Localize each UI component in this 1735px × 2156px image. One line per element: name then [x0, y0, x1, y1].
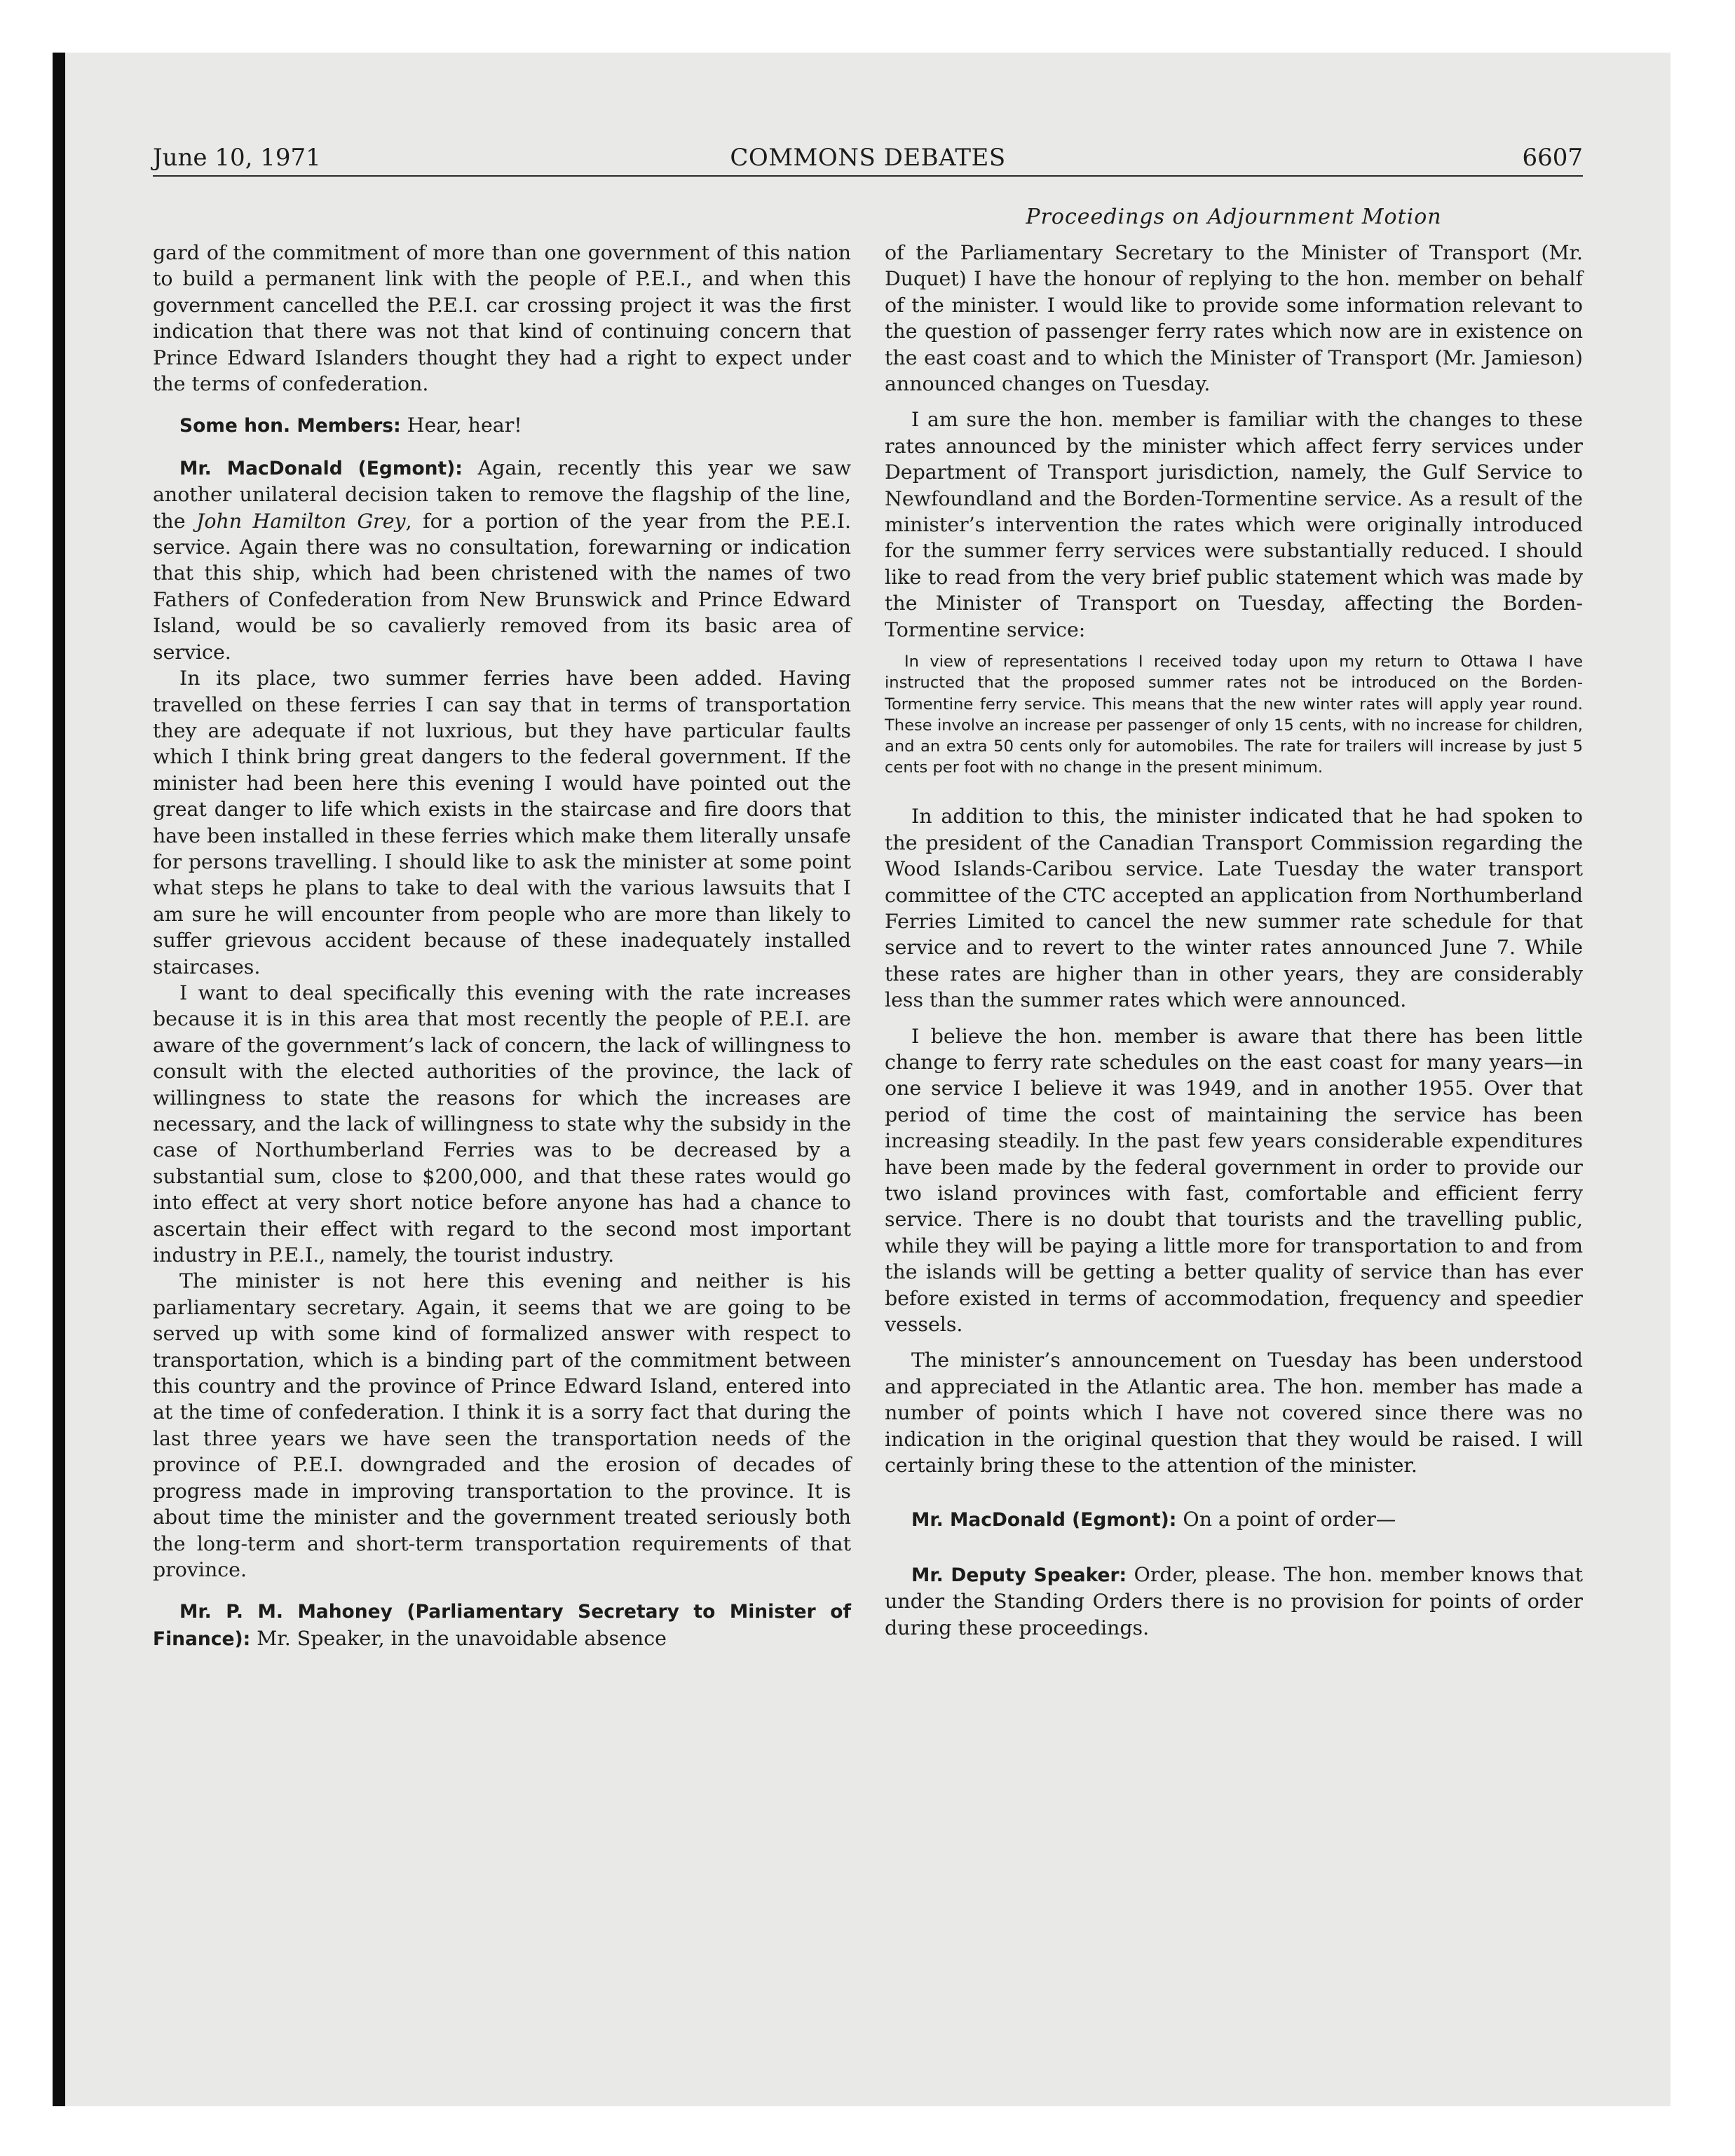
left-column	[153, 240, 851, 1652]
speaker-name: Mr. P. M. Mahoney (Parliamentary Secretary to Minister of Finance):	[153, 1601, 851, 1650]
right-column	[885, 240, 1583, 1641]
speaker-name: Mr. Deputy Speaker:	[911, 1564, 1127, 1586]
quoted-statement: In view of representations I received today upon my return to Ottawa I have instructed that the proposed summer rates not be introduced on the Borden-Tormentine ferry service. This means that the new winter rates will apply year round. These involve an increase per passenger of only 15 cents, with no increase for children, and an extra 50 cents only for automobiles. The rate for trailers will increase by just 5 cents per foot with no change in the present minimum.	[885, 653, 1583, 777]
paragraph: The minister’s announcement on Tuesday has been understood and appreciated in the Atlantic area. The hon. member has made a number of points which I have not covered since there was no indication in the original question that they would be raised. I will certainly bring these to the attention of the minister.	[885, 1349, 1583, 1478]
paragraph: gard of the commitment of more than one government of this nation to build a permanent link with the people of P.E.I., and when this government cancelled the P.E.I. car crossing project it was the first indication that there was not that kind of continuing concern that Prince Edward Islanders thought they had a right to expect under the terms of confederation.	[153, 241, 851, 396]
speech-text: Hear, hear!	[400, 414, 522, 437]
speaker-name: Some hon. Members:	[179, 415, 401, 437]
paragraph: The minister is not here this evening and neither is his parliamentary secretary. Again, it seems that we are going to be served up with some kind of formalized answer with respect to transportation, which is a binding part of the commitment between this country and the province of Prince Edward Island, entered into at the time of confederation. I think it is a sorry fact that during the last three years we have seen the transportation needs of the province of P.E.I. downgraded and the erosion of decades of progress made in improving transportation to the province. It is about time the minister and the government treated seriously both the long-term and short-term transportation requirements of that province.	[153, 1269, 851, 1581]
speech-text: Again, recently this year we saw another unilateral decision taken to remove the flagship of the line, the	[153, 456, 851, 533]
header-date: June 10, 1971	[153, 144, 321, 172]
paragraph: In addition to this, the minister indicated that he had spoken to the president of the Canadian Transport Commission regarding the Wood Islands-Caribou service. Late Tuesday the water transport committee of the CTC accepted an application from Northumberland Ferries Limited to cancel the new summer rate schedule for that service and to revert to the winter rates announced June 7. While these rates are higher than in other years, they are considerably less than the summer rates which were announced.	[885, 805, 1583, 1012]
speech-text: On a point of order—	[1176, 1508, 1396, 1531]
ship-name: John Hamilton Grey	[196, 509, 406, 533]
header-title: COMMONS DEBATES	[730, 144, 1006, 172]
speech-text: Mr. Speaker, in the unavoidable absence	[250, 1626, 667, 1650]
paragraph: I want to deal specifically this evening with the rate increases because it is in this area that most recently the people of P.E.I. are aware of the government’s lack of concern, the lack of willingness to consult with the elected authorities of the province, the lack of willingness to state the reasons for which the increases are necessary, and the lack of willingness to state why the subsidy in the case of Northumberland Ferries was to be decreased by a substantial sum, close to $200,000, and that these rates would go into effect at very short notice before anyone has had a chance to ascertain their effect with regard to the second most important industry in P.E.I., namely, the tourist industry.	[153, 981, 851, 1267]
paragraph: I am sure the hon. member is familiar with the changes to these rates announced by the minister which affect ferry services under Department of Transport jurisdiction, namely, the Gulf Service to Newfoundland and the Borden-Tormentine service. As a result of the minister’s intervention the rates which were originally introduced for the summer ferry services were substantially reduced. I should like to read from the very brief public statement which was made by the Minister of Transport on Tuesday, affecting the Borden-Tormentine service:	[885, 408, 1583, 641]
page-header	[153, 140, 1583, 177]
page-number: 6607	[1522, 144, 1583, 172]
paragraph	[153, 455, 851, 665]
speech-text: , for a portion of the year from the P.E.I. service. Again there was no consultation, forewarning or indication that this ship, which had been christened with the names of two Fathers of Confederation from New Brunswick and Prince Edward Island, would be so cavalierly removed from its basic area of service.	[153, 509, 851, 664]
paragraph: I believe the hon. member is aware that there has been little change to ferry rate schedules on the east coast for many years—in one service I believe it was 1949, and in another 1955. Over that period of time the cost of maintaining the service has been increasing steadily. In the past few years considerable expenditures have been made by the federal government in order to provide our two island provinces with fast, comfortable and efficient ferry service. There is no doubt that tourists and the travelling public, while they will be paying a little more for transportation to and from the islands will be getting a better quality of service than has ever before existed in terms of accommodation, frequency and speedier vessels.	[885, 1024, 1583, 1337]
paragraph: of the Parliamentary Secretary to the Minister of Transport (Mr. Duquet) I have the honour of replying to the hon. member on behalf of the minister. I would like to provide some information relevant to the question of passenger ferry rates which now are in existence on the east coast and to which the Minister of Transport (Mr. Jamieson) announced changes on Tuesday.	[885, 241, 1583, 396]
paragraph	[885, 1506, 1583, 1533]
paragraph	[885, 1562, 1583, 1641]
paragraph	[153, 1598, 851, 1652]
speaker-name: Mr. MacDonald (Egmont):	[911, 1509, 1177, 1531]
running-head: Proceedings on Adjournment Motion	[1026, 205, 1442, 229]
speaker-name: Mr. MacDonald (Egmont):	[179, 457, 463, 479]
paragraph	[153, 412, 851, 439]
paragraph: In its place, two summer ferries have been added. Having travelled on these ferries I can say that in terms of transportation they are adequate if not luxrious, but they have particular faults which I think bring great dangers to the federal government. If the minister had been here this evening I would have pointed out the great danger to life which exists in the staircase and fire doors that have been installed in these ferries which make them literally unsafe for persons travelling. I should like to ask the minister at some point what steps he plans to take to deal with the various lawsuits that I am sure he will encounter from people who are more than likely to suffer grievous accident because of these inadequately installed staircases.	[153, 667, 851, 978]
speech-text: Order, please. The hon. member knows that under the Standing Orders there is no provision for points of order during these proceedings.	[885, 1562, 1583, 1639]
scan-edge	[53, 53, 65, 2106]
